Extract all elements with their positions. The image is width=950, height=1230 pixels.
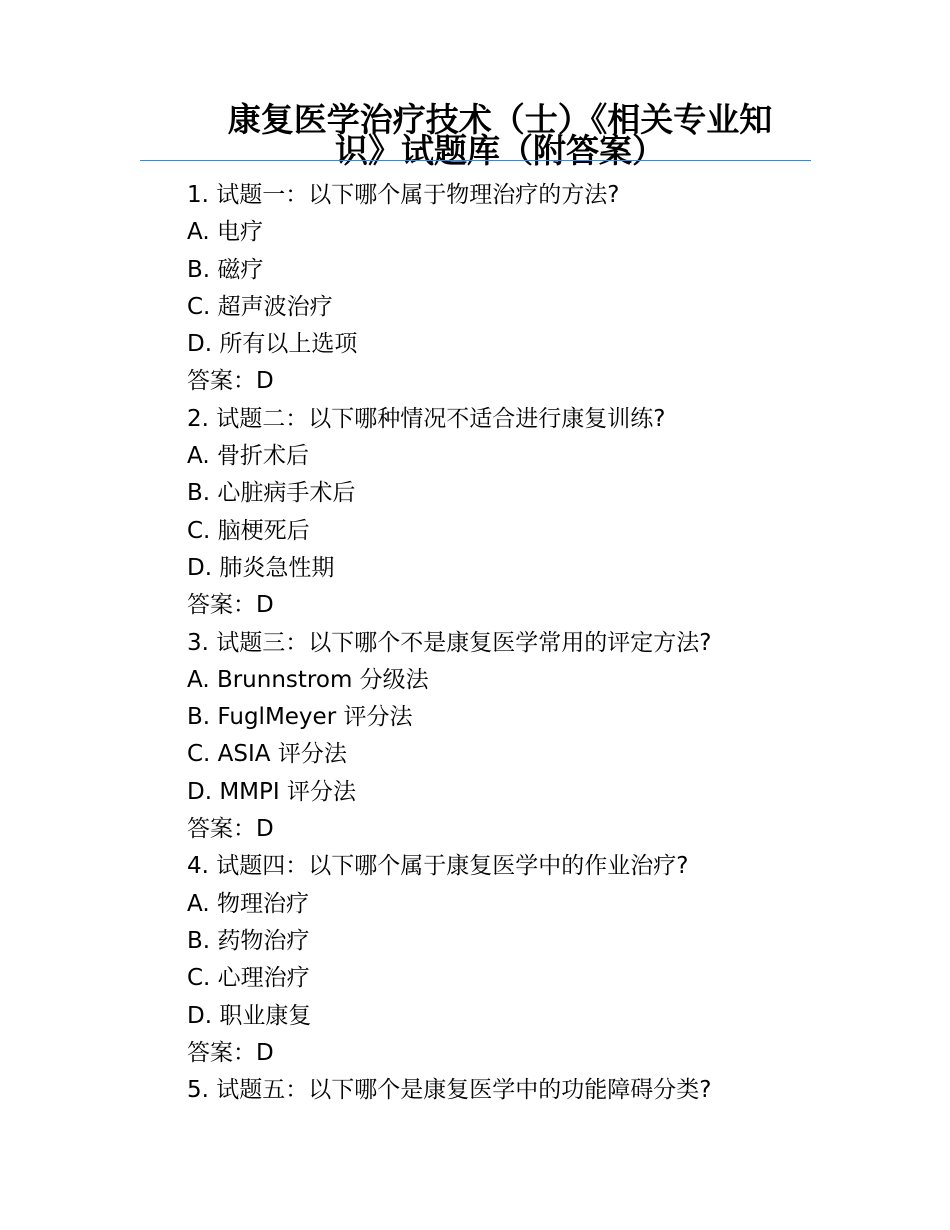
q4-option-a: A. 物理治疗 (187, 890, 309, 917)
q2-answer: 答案：D (187, 592, 274, 619)
q2-option-b: B. 心脏病手术后 (187, 480, 356, 507)
question-1: 1. 试题一：以下哪个属于物理治疗的方法? (187, 182, 620, 208)
question-3: 3. 试题三：以下哪个不是康复医学常用的评定方法? (187, 629, 712, 656)
question-list (187, 177, 827, 1109)
q3-option-c: C. ASIA 评分法 (187, 741, 347, 768)
title-line-1: 康复医学治疗技术（士）《相关专业知 (227, 100, 773, 139)
question-2: 2. 试题二：以下哪种情况不适合进行康复训练? (187, 405, 666, 432)
q1-option-a: A. 电疗 (187, 219, 263, 246)
q3-option-d: D. MMPI 评分法 (187, 778, 356, 805)
q4-option-d: D. 职业康复 (187, 1002, 312, 1029)
document-title (190, 100, 810, 170)
q3-option-b: B. FuglMeyer 评分法 (187, 704, 413, 731)
q2-option-a: A. 骨折术后 (187, 443, 309, 470)
q3-answer: 答案：D (187, 816, 274, 843)
title-divider (140, 160, 811, 161)
q4-option-b: B. 药物治疗 (187, 927, 310, 954)
q1-answer: 答案：D (187, 368, 274, 395)
title-line-2: 识》试题库（附答案） (335, 131, 665, 170)
q1-option-c: C. 超声波治疗 (187, 293, 333, 320)
q4-answer: 答案：D (187, 1039, 274, 1066)
q3-option-a: A. Brunnstrom 分级法 (187, 666, 429, 693)
q4-option-c: C. 心理治疗 (187, 965, 310, 992)
q1-option-b: B. 磁疗 (187, 256, 264, 283)
question-4: 4. 试题四：以下哪个属于康复医学中的作业治疗? (187, 853, 689, 880)
q2-option-d: D. 肺炎急性期 (187, 554, 335, 581)
question-5: 5. 试题五：以下哪个是康复医学中的功能障碍分类? (187, 1077, 712, 1104)
q2-option-c: C. 脑梗死后 (187, 517, 310, 544)
q1-option-d: D. 所有以上选项 (187, 331, 358, 358)
